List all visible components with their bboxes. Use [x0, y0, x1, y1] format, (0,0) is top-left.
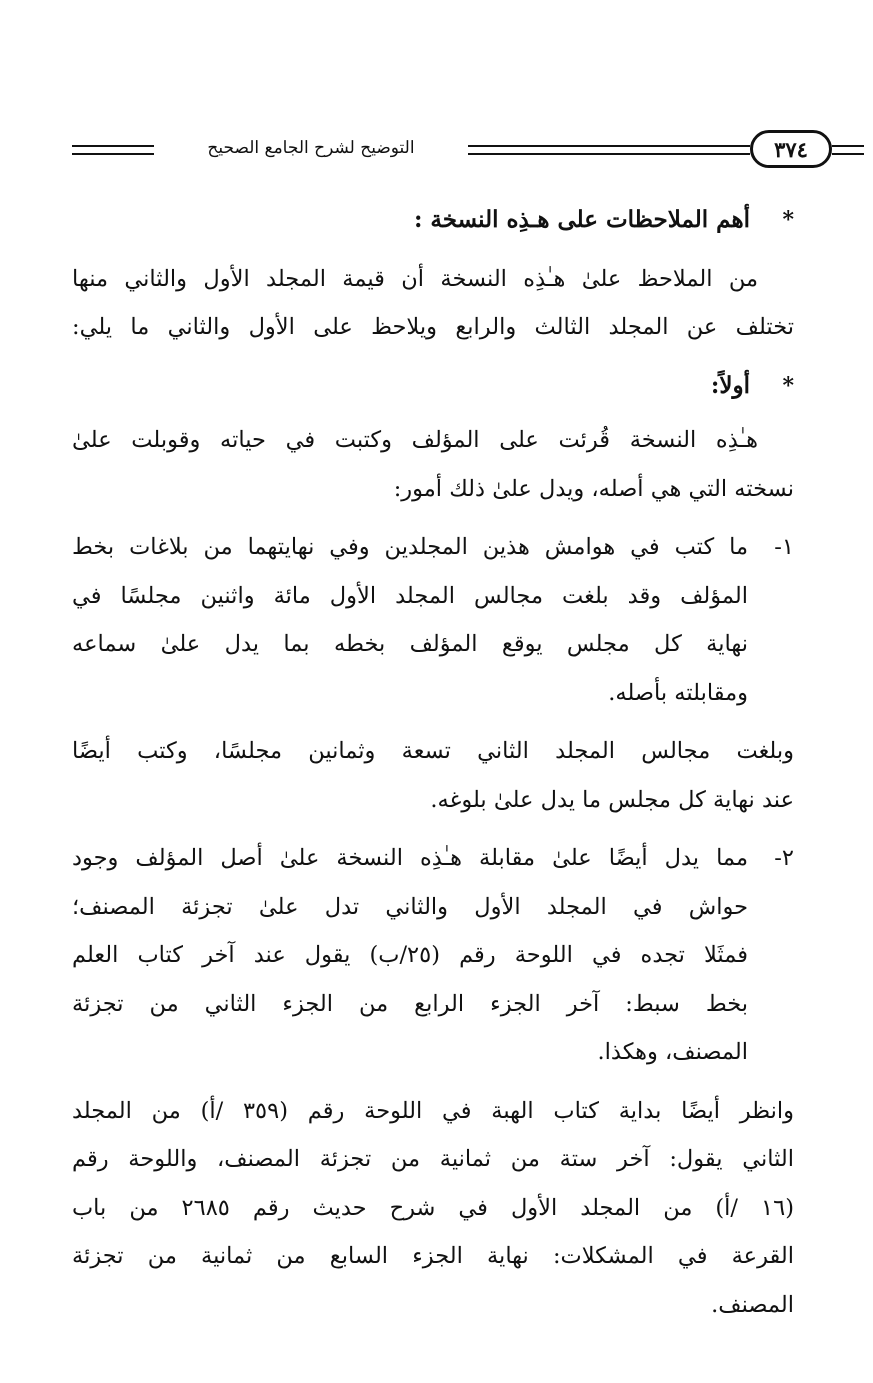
list-number: ١-	[774, 534, 794, 560]
page-number-badge	[750, 130, 832, 168]
item1-line-3: نهاية كل مجلس يوقع المؤلف بخطه بما يدل علىٰ سماعه	[72, 631, 748, 657]
section-heading	[72, 196, 794, 245]
item1-line-2: المؤلف وقد بلغت مجالس المجلد الأول مائة واثنين مجلسًا في	[72, 582, 748, 609]
item2-line-2: حواش في المجلد الأول والثاني تدل علىٰ تجزئة المصنف؛	[72, 893, 748, 920]
asterisk-marker: *	[782, 207, 794, 233]
item1-line-4: ومقابلته بأصله.	[608, 679, 748, 706]
list-item-1	[72, 523, 794, 717]
item2-line-1: مما يدل أيضًا علىٰ مقابلة هـٰذِه النسخة علىٰ أصل المؤلف وجود	[72, 845, 748, 871]
para1-line-1: هـٰذِه النسخة قُرئت على المؤلف وكتبت في حياته وقوبلت علىٰ	[72, 427, 758, 453]
subheading	[72, 362, 794, 411]
item2-line-3: فمثَلا تجده في اللوحة رقم (٢٥/ب) يقول عند آخر كتاب العلم	[72, 942, 748, 968]
page-body	[72, 196, 794, 1339]
item2-cont-line-4: القرعة في المشكلات: نهاية الجزء السابع من ثمانية من تجزئة	[72, 1243, 794, 1269]
page-number: ٣٧٤	[774, 136, 808, 162]
section-heading-text: أهم الملاحظات على هـذِه النسخة :	[413, 206, 750, 233]
item1-cont-line-2: عند نهاية كل مجلس ما يدل علىٰ بلوغه.	[430, 786, 794, 813]
running-header	[70, 118, 808, 168]
item1-continuation	[72, 727, 794, 824]
item1-line-1: ما كتب في هوامش هذين المجلدين وفي نهايتهما من بلاغات بخط	[72, 534, 748, 560]
running-title: التوضيح لشرح الجامع الصحيح	[207, 138, 415, 158]
item2-line-4: بخط سبط: آخر الجزء الرابع من الجزء الثاني من تجزئة	[72, 990, 748, 1017]
list-item-body	[72, 523, 748, 717]
list-number: ٢-	[774, 845, 794, 871]
intro-paragraph	[72, 255, 794, 352]
intro-line-2: تختلف عن المجلد الثالث والرابع ويلاحظ على الأول والثاني ما يلي:	[72, 314, 794, 340]
item2-line-5: المصنف، وهكذا.	[597, 1039, 748, 1065]
subheading-text: أولاً:	[710, 371, 750, 399]
item2-cont-line-1: وانظر أيضًا بداية كتاب الهبة في اللوحة رقم (٣٥٩ /أ) من المجلد	[72, 1097, 794, 1124]
intro-line-1: من الملاحظ علىٰ هـٰذِه النسخة أن قيمة المجلد الأول والثاني منها	[72, 265, 758, 292]
item2-cont-line-3: (١٦ /أ) من المجلد الأول في شرح حديث رقم ٢٦٨٥ من باب	[72, 1194, 794, 1221]
header-rule-right	[468, 145, 750, 155]
item2-cont-line-5: المصنف.	[711, 1291, 794, 1318]
header-rule-left	[72, 145, 154, 155]
para1-line-2: نسخته التي هي أصله، ويدل علىٰ ذلك أمور:	[393, 475, 794, 502]
paragraph-first	[72, 416, 794, 513]
header-rule-tail	[832, 145, 864, 155]
item1-cont-line-1: وبلغت مجالس المجلد الثاني تسعة وثمانين مجلسًا، وكتب أيضًا	[72, 738, 794, 764]
asterisk-marker: *	[782, 372, 794, 399]
list-item-2	[72, 834, 794, 1077]
item2-continuation	[72, 1087, 794, 1330]
item2-cont-line-2: الثاني يقول: آخر ستة من ثمانية من تجزئة المصنف، واللوحة رقم	[72, 1146, 794, 1172]
list-item-body	[72, 834, 748, 1077]
